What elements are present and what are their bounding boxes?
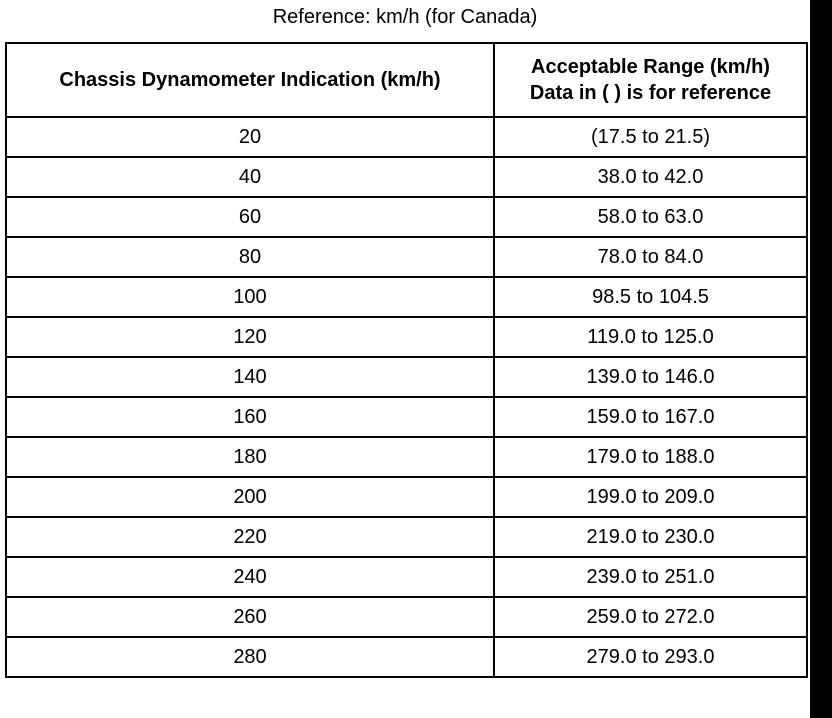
indication-cell: 280: [6, 637, 494, 677]
range-cell: 139.0 to 146.0: [494, 357, 807, 397]
header-row: [6, 43, 807, 117]
table-row: [6, 597, 807, 637]
table-row: [6, 157, 807, 197]
indication-cell: 80: [6, 237, 494, 277]
indication-cell: 20: [6, 117, 494, 157]
indication-cell: 160: [6, 397, 494, 437]
range-cell: (17.5 to 21.5): [494, 117, 807, 157]
range-cell: 58.0 to 63.0: [494, 197, 807, 237]
range-cell: 199.0 to 209.0: [494, 477, 807, 517]
indication-cell: 40: [6, 157, 494, 197]
range-cell: 259.0 to 272.0: [494, 597, 807, 637]
range-cell: 38.0 to 42.0: [494, 157, 807, 197]
table-row: [6, 557, 807, 597]
table-row: [6, 237, 807, 277]
indication-cell: 140: [6, 357, 494, 397]
indication-cell: 60: [6, 197, 494, 237]
indication-cell: 180: [6, 437, 494, 477]
indication-cell: 240: [6, 557, 494, 597]
table-row: [6, 317, 807, 357]
header-acceptable-range: [494, 43, 807, 117]
range-cell: 78.0 to 84.0: [494, 237, 807, 277]
range-cell: 119.0 to 125.0: [494, 317, 807, 357]
indication-cell: 260: [6, 597, 494, 637]
page-edge-bar: [810, 0, 832, 718]
header-range-line1: Acceptable Range (km/h): [531, 56, 770, 78]
table-body: [6, 117, 807, 677]
table-row: [6, 637, 807, 677]
range-cell: 98.5 to 104.5: [494, 277, 807, 317]
header-indication-label: Chassis Dynamometer Indication (km/h): [59, 69, 441, 91]
table-row: [6, 277, 807, 317]
range-cell: 179.0 to 188.0: [494, 437, 807, 477]
table-row: [6, 517, 807, 557]
indication-cell: 220: [6, 517, 494, 557]
table-row: [6, 197, 807, 237]
header-indication: [6, 43, 494, 117]
indication-cell: 100: [6, 277, 494, 317]
table-row: [6, 357, 807, 397]
range-cell: 239.0 to 251.0: [494, 557, 807, 597]
range-cell: 279.0 to 293.0: [494, 637, 807, 677]
indication-cell: 120: [6, 317, 494, 357]
table-row: [6, 437, 807, 477]
table-row: [6, 117, 807, 157]
range-cell: 219.0 to 230.0: [494, 517, 807, 557]
speedometer-table: [5, 42, 808, 678]
table-row: [6, 397, 807, 437]
header-range-line2: Data in ( ) is for reference: [529, 82, 772, 104]
table-caption: Reference: km/h (for Canada): [272, 6, 538, 28]
range-cell: 159.0 to 167.0: [494, 397, 807, 437]
indication-cell: 200: [6, 477, 494, 517]
table-row: [6, 477, 807, 517]
